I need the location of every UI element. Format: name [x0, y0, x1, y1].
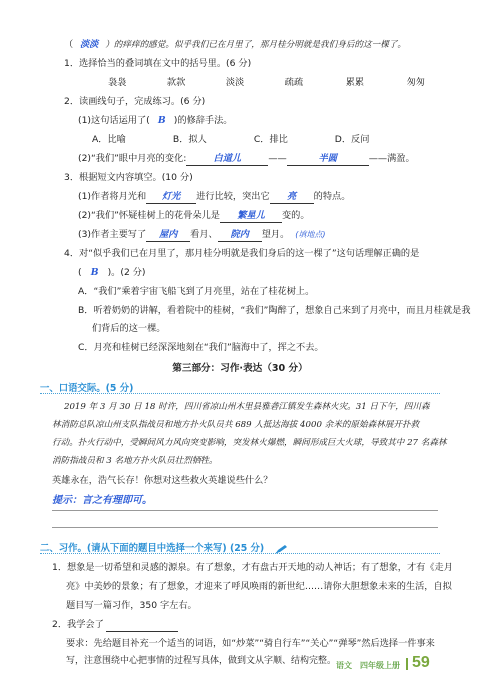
intro-text: ）的痒痒的感觉。似乎我们已在月里了，那月桂分明就是我们身后的这一棵了。: [105, 40, 406, 50]
q2-sub2-answer1: 白道儿: [186, 152, 268, 166]
q2-sub1-answer: B: [157, 115, 166, 126]
q1-option: 淡淡: [225, 77, 245, 88]
q2-sub1-suffix: )的修辞手法。: [173, 115, 233, 126]
oral-paragraph-line: 林消防总队凉山州支队指战员和地方扑火队员共 689 人抵达海拔 4000 余米的原始森林展开扑救: [52, 420, 420, 430]
writing-divider: [40, 553, 440, 554]
oral-paragraph-line: 行动。扑火行动中，受瞬间风力风向突变影响，突发林火爆燃，瞬间形成巨大火球，导致其中 27 名森林: [52, 438, 447, 448]
q3-sub3-answer2: 院内: [218, 228, 262, 242]
q3-sub3-note: (填地点): [295, 230, 326, 239]
q1-option: 匆匆: [406, 77, 425, 88]
q2-sub1-prefix: (1)这句话运用了(: [78, 115, 150, 126]
q2-choice: B．拟人: [172, 134, 207, 145]
writing-item2-line: 写，注意围绕中心把事情的过程写具体，做到文从字顺、结构完整。: [66, 656, 337, 666]
q3-sub3-mid: 看月、: [190, 229, 218, 240]
q3-sub1-suffix: 的特点。: [313, 191, 351, 202]
q4-title: 4．对“似乎我们已在月里了，那月桂分明就是我们身后的这一棵了”这句话理解正确的是: [64, 248, 420, 259]
q3-sub2-prefix: (2)“我们”怀疑桂树上的花骨朵儿是: [78, 210, 220, 221]
page-number: 59: [412, 654, 430, 671]
oral-question: 英雄永在，浩气长存！你想对这些救火英雄说些什么？: [52, 475, 273, 486]
q1-option: 累累: [345, 77, 365, 88]
writing-item2-line: 要求：先给题目补充一个适当的词语，如“炒菜”“骑自行车”“关心”“弹琴”然后选择一件事来: [66, 638, 435, 649]
q2-sub2-dash: ——: [268, 153, 287, 164]
q1-option: 款款: [166, 77, 186, 88]
q4-option-a: A．“我们”乘着宇宙飞船飞到了月亮里，站在了桂花树上。: [78, 286, 315, 297]
writing-item1-line: 题目写一篇习作，350 字左右。: [66, 600, 197, 611]
q1-option: 疏疏: [284, 77, 304, 88]
q3-sub3-suffix: 望月。: [261, 229, 290, 240]
q3-sub1: [78, 190, 350, 204]
q3-sub2-answer: 繁星儿: [220, 209, 282, 223]
q2-choice: A．比喻: [92, 134, 126, 145]
answer-rule: [52, 510, 438, 511]
footer-label: 语文 四年级上册: [336, 661, 400, 670]
q1-option: 袅袅: [108, 77, 127, 88]
q2-sub1: [78, 114, 232, 127]
q2-sub2-suffix: ——满盈。: [368, 153, 415, 164]
oral-hint: 提示：言之有理即可。: [52, 495, 152, 506]
writing-item2-blank: [106, 618, 178, 632]
q1-title: 1．选择恰当的叠词填在文中的括号里。(6 分): [64, 58, 252, 69]
q3-sub3: [78, 228, 326, 242]
q3-sub2-suffix: 变的。: [281, 210, 310, 221]
oral-paragraph-line: 消防指战员和 3 名地方扑火队员壮烈牺牲。: [52, 456, 218, 466]
q4-answer-suffix: )。(2 分): [107, 267, 146, 278]
part3-title: 第三部分：习作·表达（30 分）: [172, 363, 308, 374]
writing-item2-title: [52, 618, 178, 632]
q2-sub2: [78, 152, 415, 166]
q3-sub1-prefix: (1)作者将月光和: [78, 191, 147, 202]
q3-sub3-answer1: 屋内: [146, 228, 190, 242]
q2-title: 2．读画线句子，完成练习。(6 分): [64, 96, 206, 107]
answer-rule: [52, 527, 438, 528]
writing-item1-line: 1．想象是一切希望和灵感的源泉。有了想象，才有盘古开天地的动人神话；有了想象，才有《走月: [52, 562, 453, 573]
q1-options: [108, 76, 425, 89]
intro-line: [64, 38, 406, 52]
q4-paren-open: (: [78, 267, 82, 278]
q2-choices: [92, 133, 369, 146]
q4-option-c: C．月亮和桂树已经深深地刻在“我们”脑海中了，挥之不去。: [78, 342, 324, 353]
intro-answer: 淡淡: [80, 39, 99, 50]
writing-section-title: [40, 540, 289, 554]
q2-choice: D．反问: [334, 134, 370, 145]
oral-section-title: 一、口语交际。(5 分): [40, 383, 134, 394]
oral-paragraph-line: 2019 年 3 月 30 日 18 时许，四川省凉山州木里县雅砻江镇发生森林火灾。31 日下午，四川森: [64, 402, 430, 412]
q4-option-b: B．听着奶奶的讲解，看着院中的桂树，“我们”陶醉了，想象自己来到了月亮中，而且月桂就是我: [78, 305, 471, 316]
q3-sub1-answer2: 亮: [270, 190, 314, 204]
writing-item1-line: 亮》中美妙的景象；有了想象，才迎来了呼风唤雨的新世纪……请你大胆想象未来的生活，自拟: [66, 581, 452, 592]
oral-divider: [40, 393, 440, 394]
q4-answer: B: [90, 267, 99, 278]
q3-sub2: [78, 209, 310, 223]
q2-sub2-answer2: 半圆: [287, 152, 369, 166]
writing-item2-label: 2．我学会了: [52, 619, 104, 630]
q4-answer-line: [78, 266, 146, 279]
q3-sub3-prefix: (3)作者主要写了: [78, 229, 147, 240]
q2-sub2-prefix: (2)“我们”眼中月亮的变化:: [78, 153, 187, 164]
writing-title-text: 二、习作。(请从下面的题目中选择一个来写) (25 分): [40, 543, 265, 554]
q2-choice: C．排比: [253, 134, 288, 145]
q3-sub1-answer1: 灯光: [146, 190, 196, 204]
intro-paren-open: （: [64, 39, 74, 50]
q4-option-b-cont: 们背后的这一棵。: [92, 323, 166, 334]
footer-bar: [406, 658, 408, 670]
q3-sub1-mid: 进行比较，突出它: [196, 191, 270, 202]
q3-title: 3．根据短文内容填空。(10 分): [64, 172, 193, 183]
